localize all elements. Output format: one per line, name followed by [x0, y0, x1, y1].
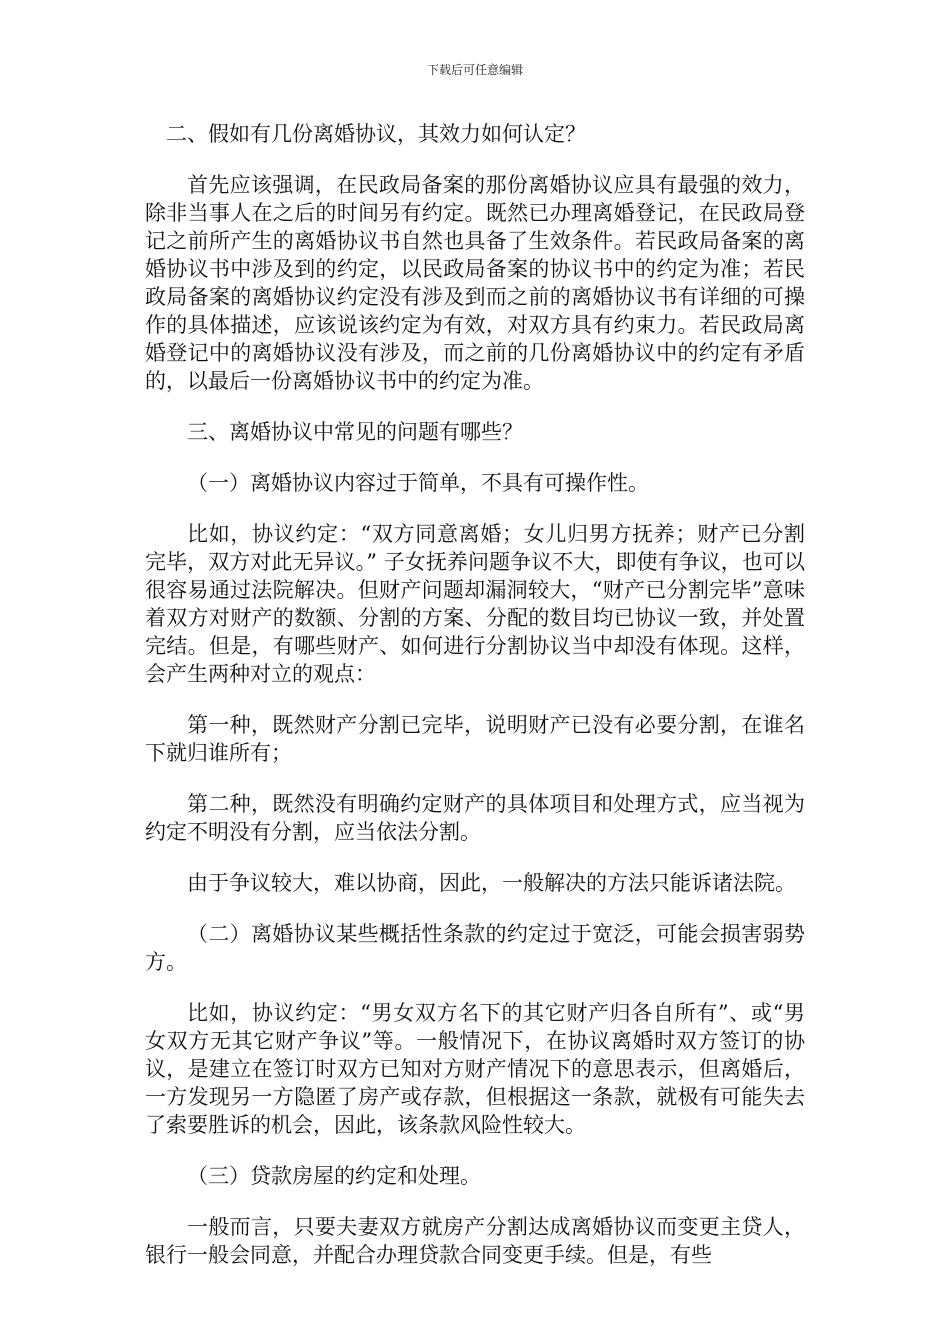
paragraph: 第二种，既然没有明确约定财产的具体项目和处理方式，应当视为约定不明没有分割，应当依法分割。: [145, 792, 805, 844]
section-heading-2: 二、假如有几份离婚协议，其效力如何认定？: [166, 122, 586, 146]
paragraph: 比如，协议约定：“双方同意离婚；女儿归男方抚养；财产已分割完毕，双方对此无异议。” 子女抚养问题争议不大，即使有争议，也可以很容易通过法院解决。但财产问题却漏洞较大，“财产已分割完毕”意味着双方对财产的数额、分割的方案、分配的数目均已协议一致，并处置完结。但是，有哪些财产、如何进行分割协议当中却没有体现。这样，会产生两种对立的观点：: [145, 522, 805, 686]
paragraph: 一般而言，只要夫妻双方就房产分割达成离婚协议而变更主贷人，银行一般会同意，并配合办理贷款合同变更手续。但是，有些: [145, 1215, 805, 1267]
document-body: [145, 120, 805, 1292]
section-heading-3: 三、离婚协议中常见的问题有哪些？: [187, 420, 523, 444]
paragraph: 第一种，既然财产分割已完毕，说明财产已没有必要分割，在谁名下就归谁所有；: [145, 713, 805, 765]
subsection-heading-3: （三）贷款房屋的约定和处理。: [187, 1164, 481, 1188]
page-header-note: 下载后可任意编辑: [426, 63, 523, 77]
paragraph: 首先应该强调，在民政局备案的那份离婚协议应具有最强的效力，除非当事人在之后的时间另有约定。既然已办理离婚登记，在民政局登记之前所产生的离婚协议书自然也具备了生效条件。若民政局备案的离婚协议书中涉及到的约定，以民政局备案的协议书中的约定为准；若民政局备案的离婚协议约定没有涉及到而之前的离婚协议书有详细的可操作的具体描述，应该说该约定为有效，对双方具有约束力。若民政局离婚登记中的离婚协议没有涉及，而之前的几份离婚协议中的约定有矛盾的，以最后一份离婚协议书中的约定为准。: [145, 173, 805, 393]
paragraph: 由于争议较大，难以协商，因此，一般解决的方法只能诉诸法院。: [187, 871, 796, 895]
subsection-heading-2: （二）离婚协议某些概括性条款的约定过于宽泛，可能会损害弱势方。: [145, 922, 805, 974]
paragraph: 比如，协议约定：“男女双方名下的其它财产归各自所有”、或“男女双方无其它财产争议”等。一般情况下，在协议离婚时双方签订的协议，是建立在签订时双方已知对方财产情况下的意思表示，但离婚后，一方发现另一方隐匿了房产或存款，但根据这一条款，就极有可能失去了索要胜诉的机会，因此，该条款风险性较大。: [145, 1001, 805, 1137]
subsection-heading-1: （一）离婚协议内容过于简单，不具有可操作性。: [187, 471, 649, 495]
